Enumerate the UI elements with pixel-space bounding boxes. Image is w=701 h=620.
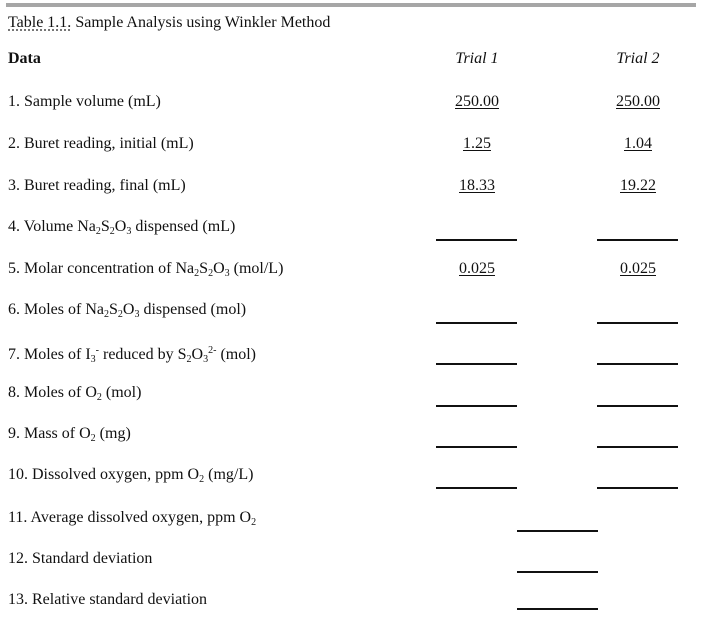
table-caption [8, 14, 330, 32]
trial-1-blank [436, 239, 517, 241]
header-data: Data [8, 50, 41, 67]
row-label: 8. Moles of $O_2$ (mol) [8, 384, 142, 403]
top-rule [6, 3, 696, 7]
row-label: 9. Mass of $O_2$ (mg) [8, 425, 131, 444]
table-caption-label: Table 1.1. [8, 14, 72, 31]
trial-2-blank [597, 405, 678, 407]
row-molar-concentration [0, 259, 701, 289]
row-label: 3. Buret reading, final (mL) [8, 177, 186, 194]
trial-2-blank [597, 322, 678, 324]
result-blank [517, 571, 598, 573]
row-label: 7. Moles of $I_3^-$ reduced by $S_2O_3^{2-}$ (mol) [8, 345, 256, 365]
trial-1-blank [436, 405, 517, 407]
trial-1-value: 1.25 [463, 135, 491, 152]
row-moles-o2 [0, 383, 701, 413]
trial-1-blank [436, 446, 517, 448]
row-moles-i3-reduced [0, 341, 701, 371]
row-mass-o2 [0, 424, 701, 454]
table-caption-title: Sample Analysis using Winkler Method [75, 14, 331, 31]
row-label: 6. Moles of $Na_2S_2O_3$ dispensed (mol) [8, 301, 247, 320]
row-average-dissolved-oxygen [0, 508, 701, 538]
trial-1-blank [436, 322, 517, 324]
row-label: 10. Dissolved oxygen, ppm $O_2$ (mg/L) [8, 466, 254, 485]
trial-2-value: 250.00 [616, 93, 660, 110]
row-buret-final [0, 176, 701, 206]
row-label: 13. Relative standard deviation [8, 591, 208, 608]
trial-2-value: 0.025 [620, 260, 656, 277]
row-label: 1. Sample volume (mL) [8, 93, 161, 110]
row-buret-initial [0, 134, 701, 164]
row-label: 12. Standard deviation [8, 550, 153, 567]
row-moles-dispensed [0, 300, 701, 330]
row-standard-deviation [0, 549, 701, 579]
trial-2-blank [597, 446, 678, 448]
result-blank [517, 608, 598, 610]
result-blank [517, 530, 598, 532]
row-label: 2. Buret reading, initial (mL) [8, 135, 194, 152]
trial-1-blank [436, 363, 517, 365]
trial-1-value: 250.00 [455, 93, 499, 110]
trial-2-value: 19.22 [620, 177, 656, 194]
trial-2-blank [597, 487, 678, 489]
row-label: 5. Molar concentration of $Na_2S_2O_3$ (mol/L) [8, 260, 284, 279]
trial-1-blank [436, 487, 517, 489]
row-volume-dispensed [0, 217, 701, 247]
header-trial-2: Trial 2 [616, 50, 660, 67]
trial-2-blank [597, 239, 678, 241]
trial-1-value: 18.33 [459, 177, 495, 194]
trial-2-value: 1.04 [624, 135, 652, 152]
trial-1-value: 0.025 [459, 260, 495, 277]
row-label: 4. Volume $Na_2S_2O_3$ dispensed (mL) [8, 218, 236, 237]
trial-2-blank [597, 363, 678, 365]
row-dissolved-oxygen [0, 465, 701, 495]
header-trial-1: Trial 1 [455, 50, 499, 67]
row-sample-volume [0, 92, 701, 122]
row-label: 11. Average dissolved oxygen, ppm $O_2$ [8, 509, 257, 528]
